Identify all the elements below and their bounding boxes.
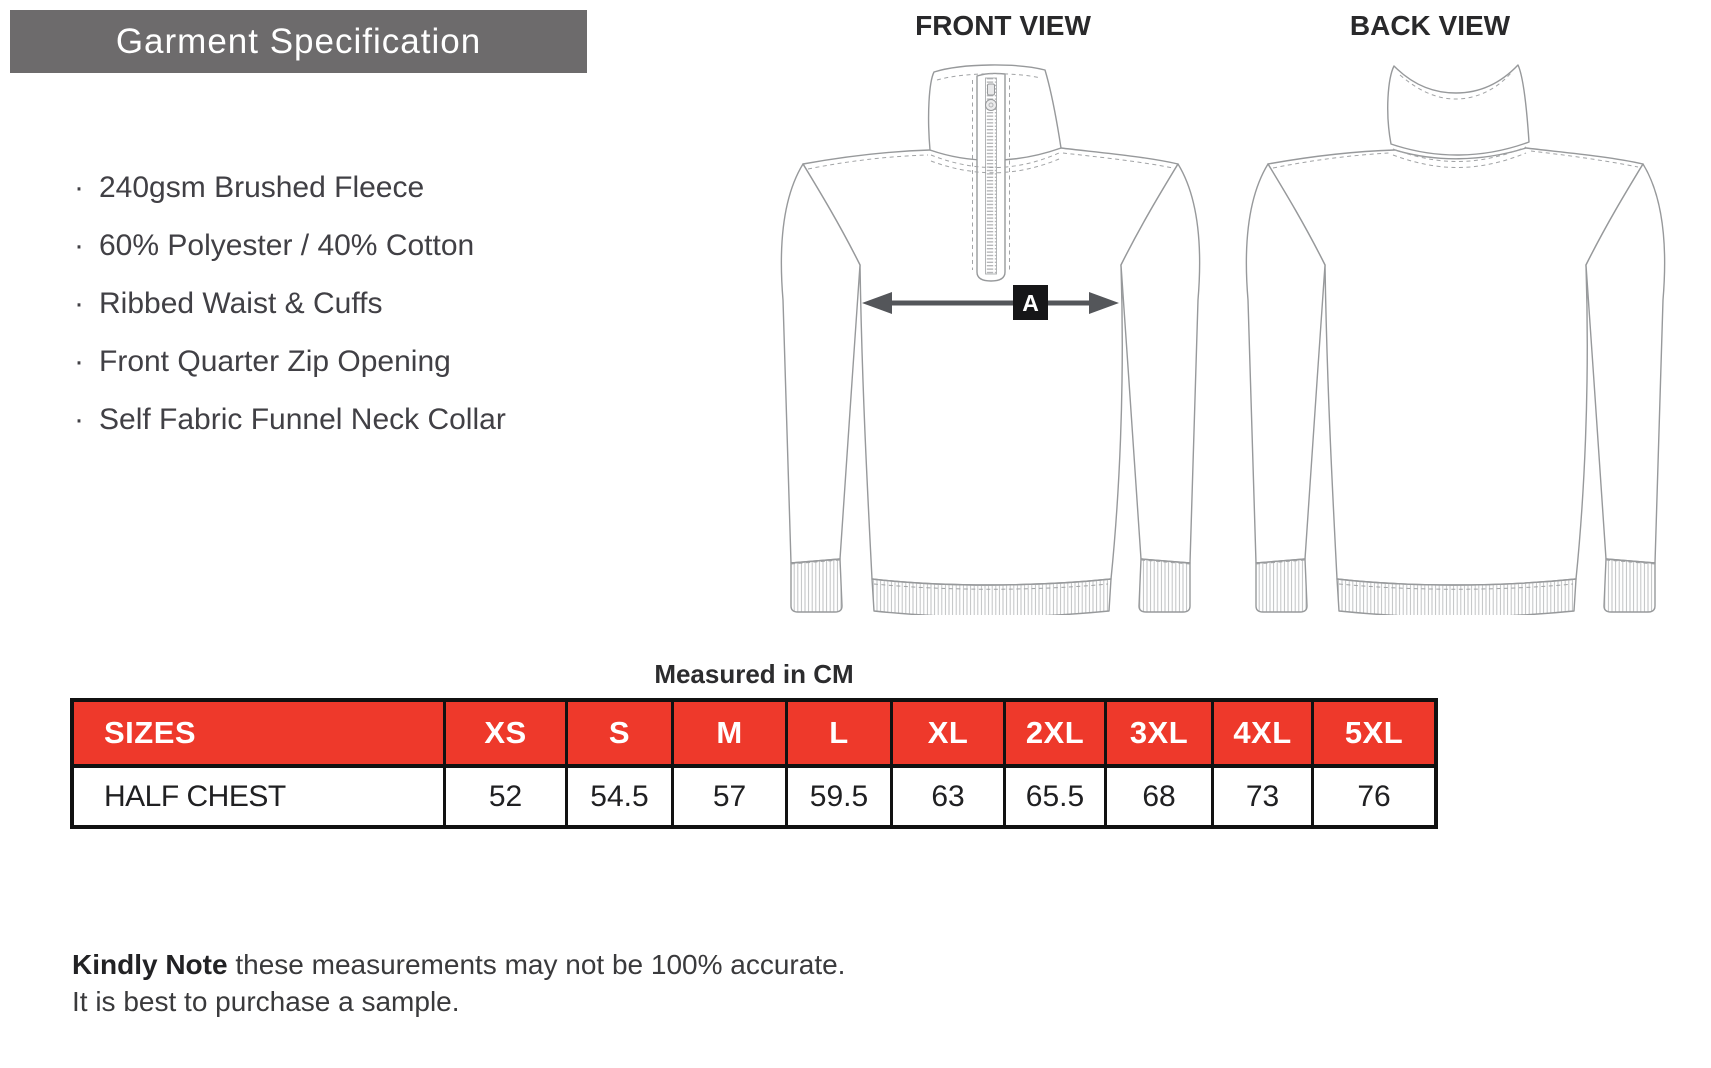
bullet-marker: ·: [74, 229, 84, 262]
spec-item-text: Ribbed Waist & Cuffs: [99, 287, 383, 320]
back-collar: [1388, 65, 1529, 155]
value-cell: 63: [893, 768, 1006, 825]
note-line-2: It is best to purchase a sample.: [72, 986, 460, 1017]
spec-item-text: Self Fabric Funnel Neck Collar: [99, 403, 506, 436]
page-title: Garment Specification: [115, 21, 482, 61]
value-cell: 65.5: [1006, 768, 1107, 825]
header-cell-xs: XS: [446, 702, 568, 764]
bullet-marker: ·: [74, 171, 84, 204]
spec-item-text: 240gsm Brushed Fleece: [99, 171, 425, 204]
spec-item-text: 60% Polyester / 40% Cotton: [99, 229, 475, 262]
front-right-cuff: [1139, 559, 1190, 612]
front-hem-rib: [872, 579, 1111, 615]
note-bold: Kindly Note: [72, 949, 228, 980]
header-cell-l: L: [788, 702, 893, 764]
value-cell: 59.5: [788, 768, 893, 825]
spec-item: [74, 346, 506, 377]
note-line-1: [72, 946, 845, 983]
note: [72, 946, 845, 1020]
row-label-half-chest: HALF CHEST: [74, 768, 446, 825]
value-cell: 57: [674, 768, 788, 825]
note-rest: these measurements may not be 100% accurate.: [227, 949, 846, 980]
header-cell-sizes: SIZES: [74, 702, 446, 764]
spec-item-text: Front Quarter Zip Opening: [99, 345, 451, 378]
title-bar: [10, 10, 587, 73]
back-left-cuff: [1256, 559, 1307, 612]
header-cell-xl: XL: [893, 702, 1006, 764]
header-cell-3xl: 3XL: [1107, 702, 1214, 764]
front-view-label: FRONT VIEW: [915, 10, 1091, 41]
bullet-marker: ·: [74, 403, 84, 436]
spec-item: [74, 288, 506, 319]
back-right-cuff: [1604, 559, 1655, 612]
bullet-marker: ·: [74, 287, 84, 320]
back-body: [1268, 148, 1643, 585]
size-table-data-row: [74, 768, 1434, 825]
spec-item: [74, 230, 506, 261]
table-caption: Measured in CM: [654, 659, 854, 689]
header-cell-2xl: 2XL: [1006, 702, 1107, 764]
zipper: [986, 78, 997, 274]
spec-item: [74, 404, 506, 435]
front-left-cuff: [791, 559, 842, 612]
header-cell-4xl: 4XL: [1214, 702, 1314, 764]
back-garment-drawing: [1243, 60, 1668, 615]
bullet-marker: ·: [74, 345, 84, 378]
spec-item: [74, 172, 506, 203]
size-table-header-row: [74, 702, 1434, 768]
size-table: [70, 698, 1438, 829]
header-cell-m: M: [674, 702, 788, 764]
value-cell: 73: [1214, 768, 1314, 825]
header-cell-s: S: [568, 702, 674, 764]
spec-list: [74, 172, 506, 462]
back-hem-rib: [1337, 579, 1576, 615]
front-garment-drawing: [778, 60, 1203, 615]
header-cell-5xl: 5XL: [1314, 702, 1434, 764]
value-cell: 68: [1107, 768, 1214, 825]
value-cell: 76: [1314, 768, 1434, 825]
back-view-label: BACK VIEW: [1349, 10, 1511, 41]
value-cell: 54.5: [568, 768, 674, 825]
value-cell: 52: [446, 768, 568, 825]
measurement-marker-letter: A: [1022, 290, 1039, 316]
